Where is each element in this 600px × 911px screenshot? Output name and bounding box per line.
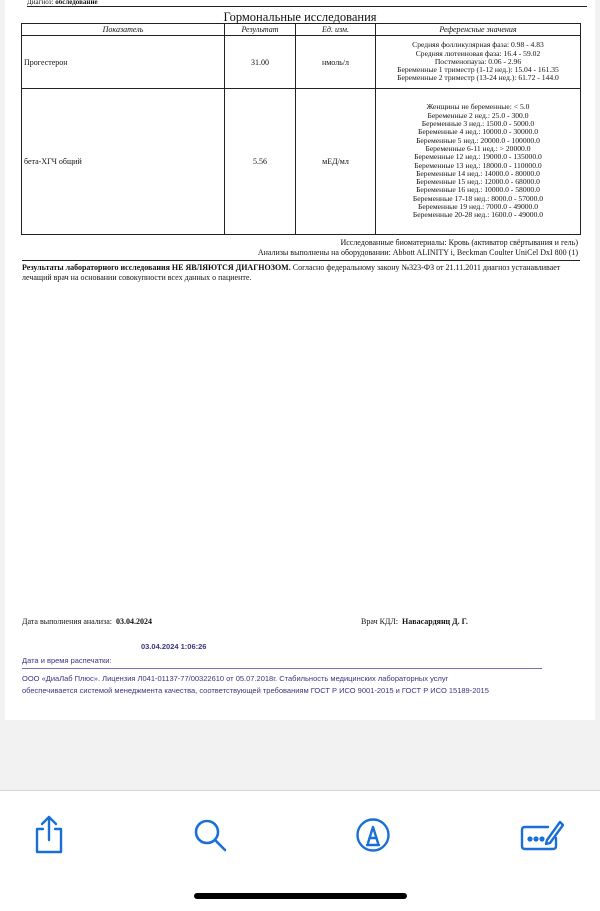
search-icon [193, 818, 227, 852]
more-button[interactable] [520, 813, 564, 857]
equipment-text: Анализы выполнены на оборудовании: Abbott ALINITY i, Beckman Coulter UniCel DxI 800 (1) [257, 248, 578, 257]
reference-line: Беременные 2 нед.: 25.0 - 300.0 [427, 110, 529, 120]
reference-line: Беременные 15 нед.: 12000.0 - 68000.0 [416, 177, 540, 187]
test-result: 5.56 [225, 89, 296, 235]
table-row [22, 89, 581, 235]
disclaimer-bold: Результаты лабораторного исследования НЕ ЯВЛЯЮТСЯ ДИАГНОЗОМ. [22, 263, 291, 272]
share-icon [31, 815, 67, 855]
disclaimer [22, 263, 582, 283]
test-name: Прогестерон [22, 36, 225, 89]
markup-icon [355, 817, 391, 853]
reference-line: Беременные 17-18 нед.: 8000.0 - 57000.0 [412, 193, 544, 203]
reference-line: Беременные 16 нед.: 10000.0 - 58000.0 [416, 185, 540, 195]
test-unit: мЕД/мл [296, 89, 376, 235]
column-header: Референсные значения [376, 24, 581, 36]
reference-line: Беременные 1 триместр (1-12 нед.): 15.04 - 161.35 [397, 65, 559, 75]
reference-line: Средняя лютеиновая фаза: 16.4 - 59.02 [415, 48, 541, 58]
reference-line: Беременные 4 нед.: 10000.0 - 30000.0 [417, 127, 539, 137]
reference-line: Беременные 3 нед.: 1500.0 - 5000.0 [421, 119, 535, 129]
table-row [22, 36, 581, 89]
lab-info [258, 238, 578, 258]
column-header: Показатель [22, 24, 225, 36]
section-title: Гормональные исследования [223, 10, 377, 24]
reference-line: Беременные 19 нед.: 7000.0 - 49000.0 [417, 201, 539, 211]
biomaterial-text: Исследованные биоматериалы: Кровь (активатор свёртывания и гель) [340, 238, 578, 247]
reference-line: Беременные 5 нед.: 20000.0 - 100000.0 [416, 135, 540, 145]
column-header: Ед. изм. [296, 24, 376, 36]
share-button[interactable] [27, 813, 71, 857]
divider [22, 260, 580, 261]
reference-line: Средняя фолликулярная фаза: 0.98 - 4.83 [412, 40, 544, 50]
column-header: Результат [225, 24, 296, 36]
search-button[interactable] [188, 813, 232, 857]
markup-button[interactable] [351, 813, 395, 857]
table-header-row [22, 24, 581, 36]
reference-line: Постменопауза: 0.06 - 2.96 [434, 56, 522, 66]
print-label: Дата и время распечатки: [22, 656, 112, 665]
test-name: бета-ХГЧ общий [22, 89, 225, 235]
more-icon [520, 818, 564, 852]
print-datetime: 03.04.2024 1:06:26 [141, 642, 207, 651]
diagnosis-label: Диагноз: [27, 0, 54, 6]
test-result: 31.00 [225, 36, 296, 89]
analysis-date [22, 617, 152, 626]
reference-line: Беременные 6-11 нед.: > 20000.0 [425, 143, 531, 153]
reference-line: Беременные 12 нед.: 19000.0 - 135000.0 [414, 152, 542, 162]
license-footer [22, 673, 562, 697]
reference-values [376, 89, 581, 235]
diagnosis-line [27, 0, 587, 7]
analysis-date-label: Дата выполнения анализа: [22, 617, 112, 626]
home-indicator[interactable] [194, 893, 407, 899]
doctor-name: Навасардянц Д. Г. [402, 617, 468, 626]
reference-line: Женщины не беременные: < 5.0 [426, 102, 530, 112]
test-unit: нмоль/л [296, 36, 376, 89]
disclaimer-text: Согласно федеральному закону №323-ФЗ от 21.11.2011 диагноз устанавливает лечащий врач на основании совокупности всех данных о пациенте. [22, 263, 561, 282]
reference-line: Беременные 20-28 нед.: 1600.0 - 49000.0 [412, 210, 544, 220]
doctor-signature [361, 617, 468, 626]
reference-line: Беременные 13 нед.: 18000.0 - 110000.0 [414, 160, 542, 170]
footer-line: ООО «ДиаЛаб Плюс». Лицензия Л041-01137-77/00322610 от 05.07.2018г. Стабильность медицинских лабораторных услуг [22, 674, 449, 683]
footer-line: обеспечивается системой менеджмента качества, соответствующей требованиям ГОСТ Р ИСО 9001-2015 и ГОСТ Р ИСО 15189-2015 [22, 686, 489, 695]
results-table [21, 23, 581, 235]
reference-values [376, 36, 581, 89]
reference-line: Беременные 14 нед.: 14000.0 - 80000.0 [416, 168, 540, 178]
doctor-label: Врач КДЛ: [361, 617, 399, 626]
analysis-date-value: 03.04.2024 [116, 617, 152, 626]
diagnosis-value: обследование [55, 0, 98, 6]
footer-divider [22, 668, 542, 669]
reference-line: Беременные 2 триместр (13-24 нед.): 61.72 - 144.0 [397, 73, 559, 83]
